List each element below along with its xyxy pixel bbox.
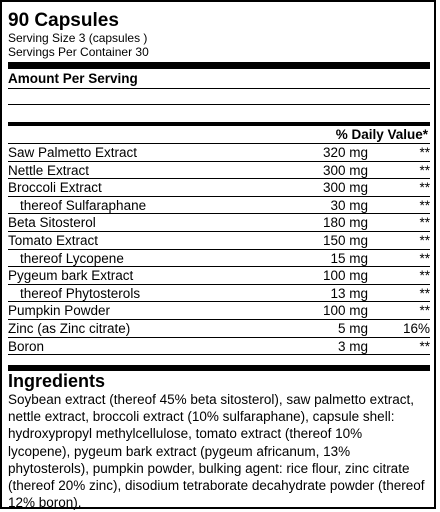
daily-value-heading: % Daily Value* (335, 127, 428, 142)
nutrient-daily-value: ** (419, 233, 430, 248)
nutrient-daily-value: ** (419, 285, 430, 301)
nutrient-amount: 5 mg (337, 321, 368, 336)
servings-per-container: Servings Per Container 30 (8, 45, 149, 59)
nutrient-daily-value: ** (419, 162, 430, 178)
nutrient-name: thereof Phytosterols (20, 285, 141, 301)
nutrient-name: thereof Lycopene (20, 250, 124, 266)
nutrient-row (8, 320, 430, 338)
nutrient-amount: 300 mg (322, 180, 368, 196)
nutrient-amount: 30 mg (330, 197, 368, 213)
nutrient-row (8, 302, 430, 320)
nutrient-row (8, 250, 430, 268)
nutrient-name: Pumpkin Powder (8, 303, 111, 319)
nutrient-daily-value: ** (419, 338, 430, 354)
nutrient-row (8, 267, 430, 285)
product-title: 90 Capsules (8, 10, 119, 31)
nutrient-name: Tomato Extract (8, 233, 99, 248)
nutrient-name: Beta Sitosterol (8, 215, 96, 231)
amount-per-serving-heading: Amount Per Serving (8, 71, 138, 86)
thick-divider-top (8, 62, 430, 69)
nutrient-row (8, 144, 430, 162)
nutrient-amount: 300 mg (322, 162, 368, 178)
ingredients-text: Soybean extract (thereof 45% beta sitosterol), saw palmetto extract, nettle extract, broccoli extract (10% sulfaraphane), capsule shell: hydroxypropyl methylcellulose, tomato extract (thereof 10% lycopene), pygeum bark extract (pygeum africanum, 13% phytosterols), pumpkin powder, bulking agent: rice flour, zinc citrate (thereof 20% zinc), disodium tetraborate decahydrate powder (thereof 12% boron). (8, 392, 425, 511)
nutrient-name: Broccoli Extract (8, 180, 102, 196)
divider (8, 104, 430, 105)
nutrient-daily-value: 16% (402, 321, 430, 336)
nutrient-row (8, 214, 430, 232)
nutrient-amount: 150 mg (322, 233, 368, 248)
nutrient-amount: 320 mg (322, 145, 368, 160)
nutrient-name: Pygeum bark Extract (8, 268, 134, 284)
nutrient-amount: 3 mg (337, 338, 368, 354)
nutrient-amount: 180 mg (322, 215, 368, 231)
nutrient-amount: 15 mg (330, 250, 368, 266)
nutrient-daily-value: ** (419, 268, 430, 284)
nutrient-name: Saw Palmetto Extract (8, 145, 138, 160)
nutrient-name: thereof Sulfaraphane (20, 197, 147, 213)
nutrient-name: Boron (8, 338, 45, 354)
nutrient-name: Nettle Extract (8, 162, 90, 178)
nutrient-daily-value: ** (419, 197, 430, 213)
nutrient-amount: 13 mg (330, 285, 368, 301)
label-header (8, 10, 428, 59)
nutrient-daily-value: ** (419, 250, 430, 266)
nutrient-amount: 100 mg (322, 303, 368, 319)
nutrient-amount: 100 mg (322, 268, 368, 284)
serving-size: Serving Size 3 (capsules ) (8, 31, 148, 45)
nutrient-daily-value: ** (419, 215, 430, 231)
ingredients-heading: Ingredients (8, 371, 106, 391)
nutrient-name: Zinc (as Zinc citrate) (8, 321, 131, 336)
nutrient-row (8, 285, 430, 303)
nutrient-daily-value: ** (419, 145, 430, 160)
row-divider (8, 354, 430, 355)
nutrient-row (8, 232, 430, 250)
nutrient-daily-value: ** (419, 303, 430, 319)
nutrient-row (8, 338, 430, 356)
thick-divider (8, 122, 430, 126)
nutrient-row (8, 179, 430, 197)
divider (8, 88, 430, 89)
nutrient-daily-value: ** (419, 180, 430, 196)
nutrient-row (8, 197, 430, 215)
nutrient-row (8, 162, 430, 180)
